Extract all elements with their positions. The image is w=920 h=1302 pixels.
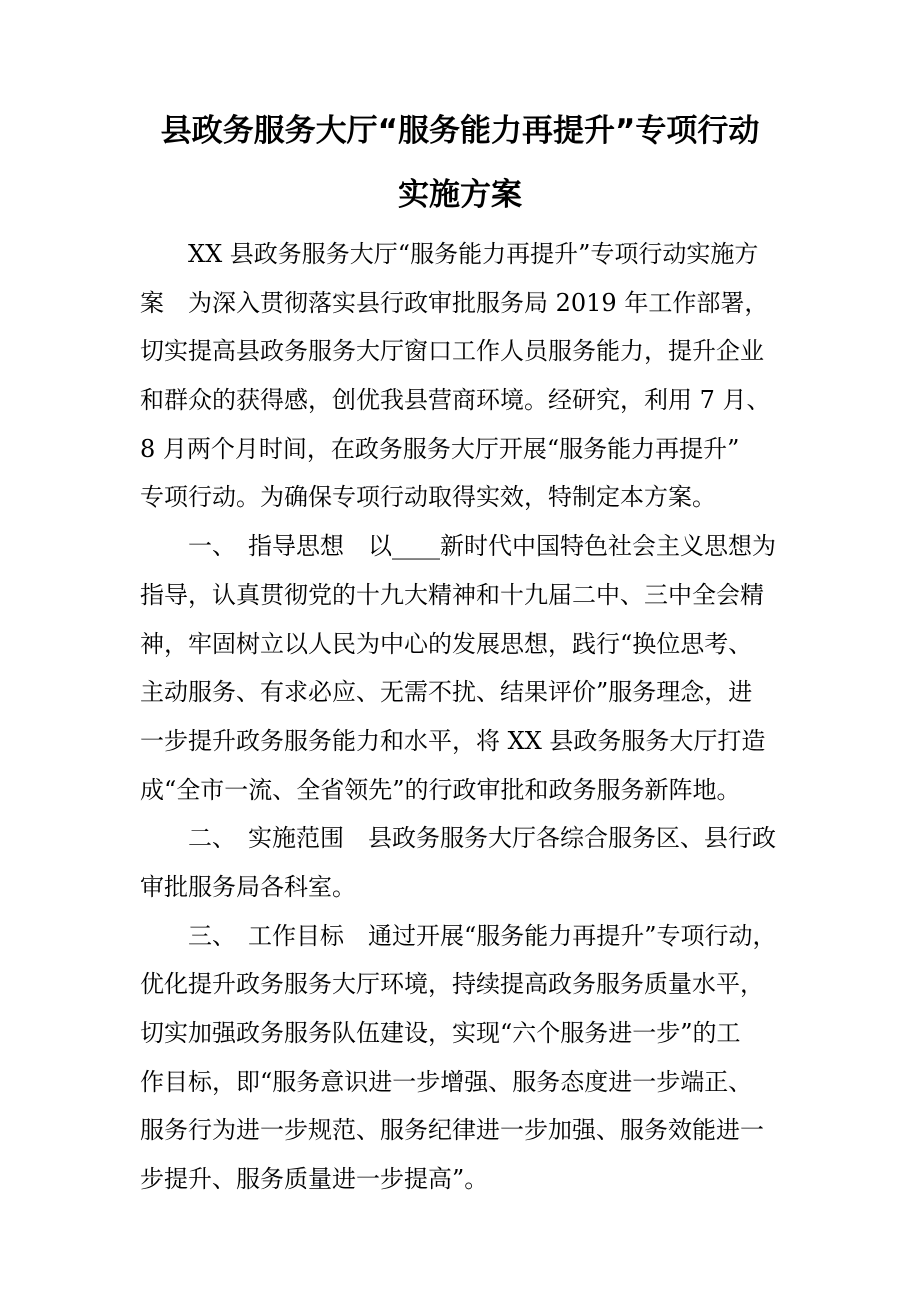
document-body	[140, 230, 790, 1204]
paragraph-line: 切实提高县政务服务大厅窗口工作人员服务能力，提升企业	[140, 337, 764, 366]
paragraph-guiding-ideology	[140, 522, 790, 814]
paragraph-line: 8 月两个月时间，在政务服务大厅开展“服务能力再提升”	[140, 434, 740, 463]
paragraph-line: 和群众的获得感，创优我县营商环境。经研究，利用 7 月、	[140, 386, 771, 415]
paragraph-line: 作目标，即“服务意识进一步增强、服务态度进一步端正、	[140, 1067, 753, 1096]
paragraph-goals	[140, 912, 790, 1204]
paragraph-line: 二、 实施范围 县政务服务大厅各综合服务区、县行政	[188, 824, 776, 853]
paragraph-line: 成“全市一流、全省领先”的行政审批和政务服务新阵地。	[140, 775, 741, 804]
paragraph-line: 服务行为进一步规范、服务纪律进一步加强、服务效能进一	[140, 1116, 764, 1145]
paragraph-line: 专项行动。为确保专项行动取得实效，特制定本方案。	[140, 483, 716, 512]
paragraph-scope	[140, 814, 790, 911]
paragraph-line: 切实加强政务服务队伍建设，实现“六个服务进一步”的工	[140, 1019, 741, 1047]
document-title-line-2: 实施方案	[398, 177, 522, 213]
paragraph-line: 审批服务局各科室。	[140, 872, 356, 901]
paragraph-line: XX 县政务服务大厅“服务能力再提升”专项行动实施方	[188, 240, 759, 268]
paragraph-line: 神，牢固树立以人民为中心的发展思想，践行“换位思考、	[140, 629, 753, 658]
paragraph-line: 主动服务、有求必应、无需不扰、结果评价”服务理念，进	[140, 678, 753, 707]
paragraph-line: 步提升、服务质量进一步提高”。	[140, 1165, 489, 1194]
paragraph-line: 案 为深入贯彻落实县行政审批服务局 2019 年工作部署，	[140, 288, 769, 317]
paragraph-line: 三、 工作目标 通过开展“服务能力再提升”专项行动，	[188, 921, 777, 950]
paragraph-line: 一步提升政务服务能力和水平，将 XX 县政务服务大厅打造	[140, 726, 766, 755]
paragraph-intro	[140, 230, 790, 522]
paragraph-line: 优化提升政务服务大厅环境，持续提高政务服务质量水平，	[140, 970, 764, 999]
document-title-line-1: 县政务服务大厅“服务能力再提升”专项行动	[160, 113, 760, 149]
paragraph-line: 一、 指导思想 以____新时代中国特色社会主义思想为	[188, 532, 776, 561]
paragraph-line: 指导，认真贯彻党的十九大精神和十九届二中、三中全会精	[140, 580, 764, 609]
